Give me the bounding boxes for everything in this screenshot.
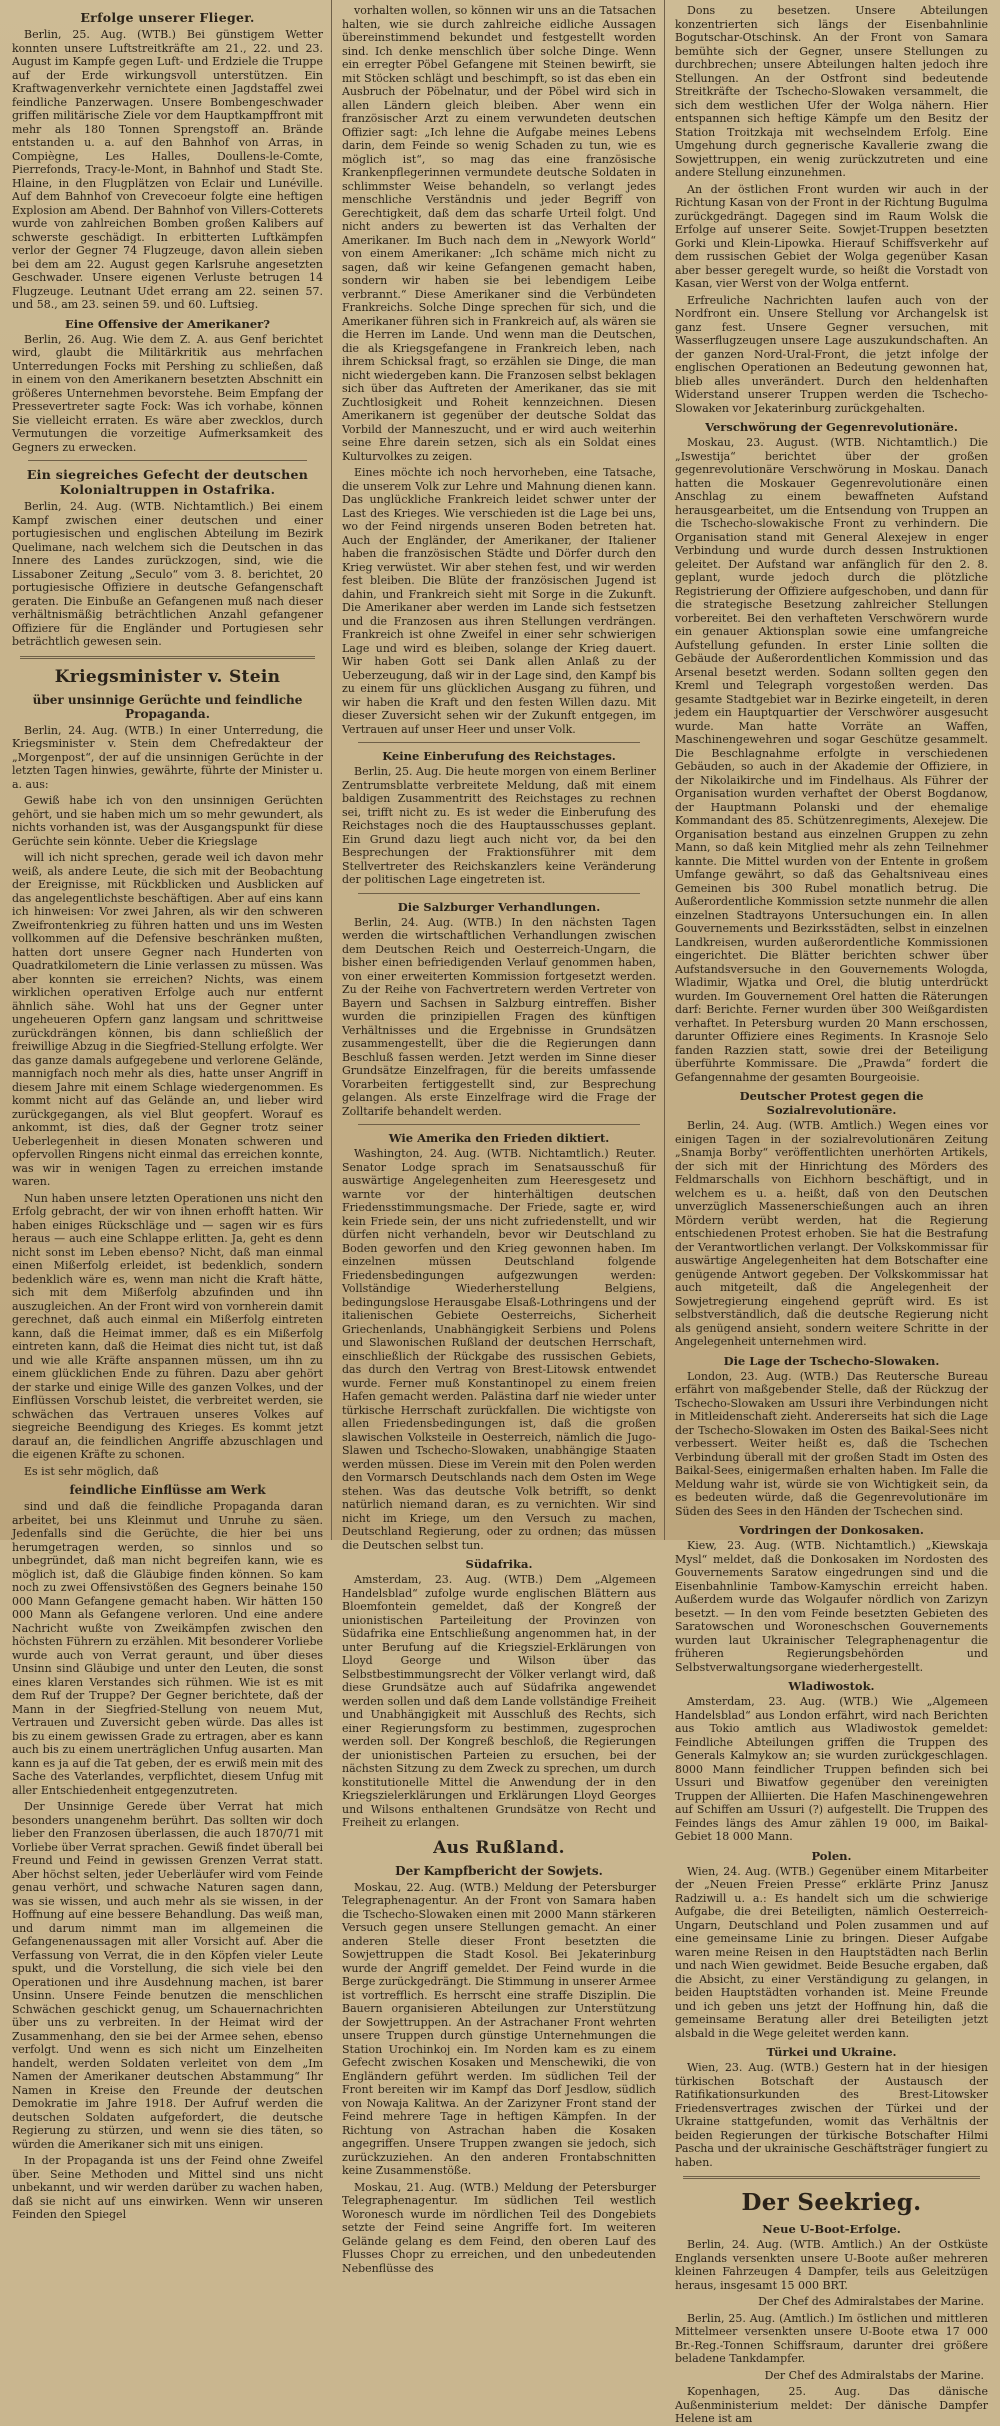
headline-tuerkei-ukraine: Türkei und Ukraine. — [766, 2045, 897, 2059]
article-paragraph: Berlin, 26. Aug. Wie dem Z. A. aus Genf berichtet wird, glaubt die Militärkritik aus mehrfachen Unterredungen Focks mit Pershing zu schließen, daß in einem von den Amerikanern besetzten Abschnitt ein größeres Unternehmen bevorstehe. Beim Empfang der Pressevertreter sagte Fock: Was ich vorhabe, können Sie vielleicht erraten. Es wäre aber zwecklos, durch Vermutungen die vorzeitige Aufmerksamkeit des Gegners zu erwecken. — [12, 332, 323, 454]
headline-amerika: Wie Amerika den Frieden diktiert. — [388, 1131, 610, 1145]
article-paragraph: London, 23. Aug. (WTB.) Das Reutersche Bureau erfährt von maßgebender Stelle, daß der Rückzug der Tschecho-Slowaken am Ussuri ihre Verbindungen nicht in Mitleidenschaft zieht. Andererseits hat sich die Lage der Tschecho-Slowaken im Osten des Baikal-Sees nicht verbessert. Weiter heißt es, daß die Tschechen Verbindung überall mit der großen Stadt im Osten des Baikal-Sees, einigermaßen erhalten haben. Im Falle die Meldung wahr ist, würde sie von Wichtigkeit sein, da es bedeuten würde, daß die Gegenrevolutionäre im Süden des Sees in den Händen der Tschechen sind. — [675, 1369, 988, 1518]
column-right — [669, 0, 994, 2425]
article-paragraph: Washington, 24. Aug. (WTB. Nichtamtlich.) Reuter. Senator Lodge sprach im Senatsausschuß für auswärtige Angelegenheiten zum Heeresgesetz und warnte vor der hinterhältigen deutschen Friedensstimmungsmache. Der Friede, sagte er, wird kein Friede sein, der uns nicht zufriedenstellt, und wir dürfen nicht verhandeln, bevor wir Deutschland zu Boden geworfen und den Krieg gewonnen haben. Im einzelnen müssen Deutschland folgende Friedensbedingungen aufgezwungen werden: Vollständige Wiederherstellung Belgiens, bedingungslose Herausgabe Elsaß-Lothringens und der italienischen Gebiete Oesterreichs, Sicherheit Griechenlands, Unabhängigkeit Serbiens und Polens und Slawonischen Rußland der deutschen Herrschaft, einschließlich der Rückgabe des russischen Gebiets, das durch den Vertrag von Brest-Litowsk entwendet wurde. Ferner muß Konstantinopel zu einem freien Hafen gemacht werden. Palästina darf nie wieder unter türkische Herrschaft zurückfallen. Die wichtigste von allen Friedensbedingungen ist, daß die großen slawischen Volksteile in Oesterreich, nämlich die Jugo-Slawen und Tschecho-Slowaken, unabhängige Staaten werden müssen. Diese im Verein mit den Polen werden den Vormarsch Deutschlands nach dem Osten im Wege stehen. Was das deutsche Volk betrifft, so denkt natürlich niemand daran, es zu vernichten. Wir sind nicht im Kriege, um den Versuch zu machen, Deutschland Regierung, oder zu ordnen; das müssen die Deutschen selbst tun. — [342, 1147, 656, 1552]
article-paragraph: Moskau, 21. Aug. (WTB.) Meldung der Petersburger Telegraphenagentur. Im südlichen Teil westlich Woronesch wurde im nördlichen Teil des Dongebiets setzte der Feind seine Angriffe fort. Im weiteren Gelände gelang es dem Feind, den oberen Lauf des Flusses Chopr zu erreichen, und den unbedeutenden Nebenflüsse des — [342, 2180, 656, 2275]
article-paragraph: Berlin, 25. Aug. (Amtlich.) Im östlichen und mittleren Mittelmeer versenkten unsere U-Boote etwa 17 000 Br.-Reg.-Tonnen Schiffsraum, darunter drei größere beladene Tankdampfer. — [675, 2311, 988, 2365]
headline-kriegsminister: Kriegsminister v. Stein — [54, 666, 281, 687]
column-left — [6, 0, 329, 2221]
headline-kolonialtruppen: Ein siegreiches Gefecht der deutschen Kolonialtruppen in Ostafrika. — [26, 467, 309, 497]
article-paragraph: Erfreuliche Nachrichten laufen auch von der Nordfront ein. Unsere Stellung vor Archangelsk ist ganz fest. Unsere Gegner versuchen, mit Wasserflugzeugen unsere Lage auszukundschaften. An der ganzen Nord-Ural-Front, die jetzt infolge der englischen Operationen an Bedeutung gewonnen hat, blieb alles unverändert. Durch den heldenhaften Widerstand unserer Truppen werden die Tschecho-Slowaken vor Jekaterinburg zurückgehalten. — [675, 293, 988, 415]
column-middle — [336, 0, 662, 2275]
subheadline-propaganda: über unsinnige Gerüchte und feindliche Propaganda. — [32, 692, 303, 721]
article-paragraph: Berlin, 25. Aug. (WTB.) Bei günstigem Wetter konnten unsere Luftstreitkräfte am 21., 22. und 23. August im Kampfe gegen Luft- und Erdziele die Truppe auf der Erde wirkungsvoll unterstützen. Ein Kraftwagenverkehr vernichtete einen Jagdstaffel zwei feindliche Panzerwagen. Unsere Bombengeschwader griffen militärische Ziele vor dem Hauptkampffront mit mehr als 180 Tonnen Sprengstoff an. Brände entstanden u. a. auf den Bahnhof von Arras, in Compiègne, Les Halles, Doullens-le-Comte, Pierrefonds, Tracy-le-Mont, in Bahnhof und Stadt Ste. Hlaine, in den Flugplätzen von Eclair und Lunéville. Auf dem Bahnhof von Crevecoeur folgte eine heftigen Explosion am Abend. Der Bahnhof von Villers-Cotterets wurde von zahlreichen Bomben großen Kalibers auf schwerste geschädigt. In erbitterten Luftkämpfen verlor der Gegner 74 Flugzeuge, davon allein sieben bei dem am 22. August gegen Karlsruhe angesetzten Geschwader. Unsere eigenen Verluste betrugen 14 Flugzeuge. Leutnant Udet errang am 22. seinen 57. und 58., am 23. seinen 59. und 60. Luftsieg. — [12, 28, 323, 311]
article-paragraph: Dons zu besetzen. Unsere Abteilungen konzentrierten sich längs der Eisenbahnlinie Bogutschar-Otschinsk. An der Front von Samara bemühte sich der Gegner, unsere Stellungen zu durchbrechen; unsere Abteilungen halten jedoch ihre Stellungen. An der Ostfront sind bedeutende Streitkräfte der Tschecho-Slowaken versammelt, die sich dem westlichen Ufer der Wolga nähern. Hier entspannen sich heftige Kämpfe um den Besitz der Station Troitzkaja mit wechselndem Erfolg. Eine Umgehung durch gegnerische Kavallerie zwang die Sowjettruppen, ein wenig zurückzutreten und eine andere Stellung einzunehmen. — [675, 4, 988, 179]
signature-line: Der Chef des Admiralstabs der Marine. — [764, 2368, 984, 2382]
headline-tschecho-slowaken: Die Lage der Tschecho-Slowaken. — [723, 1353, 940, 1368]
article-paragraph: Berlin, 24. Aug. (WTB.) In einer Unterredung, die Kriegsminister v. Stein dem Chefredakteur der „Morgenpost“, der auf die unsinnigen Gerüchte in der letzten Tagen hinwies, gewährte, führte der Minister u. a. aus: — [12, 723, 323, 791]
headline-salzburg: Die Salzburger Verhandlungen. — [397, 899, 601, 914]
headline-flieger: Erfolge unserer Flieger. — [80, 10, 255, 25]
article-paragraph: Der Unsinnige Gerede über Verrat hat mich besonders unangenehm berührt. Das sollten wir doch lieber den Franzosen überlassen, die auch 1870/71 mit Vorliebe über Verrat sprachen. Gewiß findet überall bei Freund und Feind in gewissen Grenzen Verrat statt. Aber höchst selten, jeder Ueberläufer wird vom Feinde genau verhört, und schwache Naturen sagen dann, was sie wissen, und auch mehr als sie wissen, in der Hoffnung auf eine bessere Behandlung. Das weiß man, und darum nimmt man im allgemeinen die Gefangenenaussagen mit aller Vorsicht auf. Aber die Verfassung von Verrat, die in den Köpfen vieler Leute spukt, und die Vorstellung, die sich viele bei den Operationen und ihre Ausdehnung machen, ist barer Unsinn. Unsere Feinde benutzen die menschlichen Schwächen geschickt genug, um Schauernachrichten über uns zu verbreiten. In der Heimat wird der Zusammenhang, den sie bei der Armee sehen, ebenso verfolgt. Und wenn es sich nicht um Einzelheiten handelt, werden Soldaten verleitet von dem „Im Namen der Amerikaner deutschen Abstammung“ Ihr Namen in Kreise den Freunde der deutschen Demokratie im Jahre 1918. Der Aufruf werden die deutschen Soldaten aufgefordert, die deutsche Regierung zu stürzen, und wenn sie dies täten, so würden die Amerikaner sich mit uns einigen. — [12, 1800, 323, 2151]
article-paragraph: Amsterdam, 23. Aug. (WTB.) Wie „Algemeen Handelsblad“ aus London erfährt, wird nach Berichten aus Tokio amtlich aus Wladiwostok gemeldet: Feindliche Abteilungen griffen die Truppen des Generals Kalmykow an; sie wurden zurückgeschlagen. 8000 Mann feindlicher Truppen befinden sich bei Ussuri und Biwatfow gegenüber den vereinigten Truppen der Alliierten. Die Hafen Maschinengewehren auf Schiffen am Ussuri (?) aufgestellt. Die Truppen des Feindes längs des Amur zählen 19 000, im Baikal-Gebiet 18 000 Mann. — [675, 1695, 988, 1843]
article-paragraph: Kopenhagen, 25. Aug. Das dänische Außenministerium meldet: Der dänische Dampfer Helene ist am — [675, 2385, 988, 2425]
article-separator — [358, 1124, 640, 1125]
article-paragraph: Berlin, 25. Aug. Die heute morgen von einem Berliner Zentrumsblatte verbreitete Meldung, daß mit einem baldigen Zusammentritt des Reichstages zu rechnen sei, trifft nicht zu. Es ist weder die Einberufung des Reichstages noch die des Hauptausschusses geplant. Ein Grund dazu liegt auch nicht vor, da bei den Besprechungen der Fraktionsführer mit dem Stellvertreter des Reichskanzlers keine Veränderung der politischen Lage eingetreten ist. — [342, 765, 656, 886]
article-paragraph: Berlin, 24. Aug. (WTB.) In den nächsten Tagen werden die wirtschaftlichen Verhandlungen zwischen dem Deutschen Reich und Oesterreich-Ungarn, die bisher einen befriedigenden Verlauf genommen haben, von einer erweiterten Kommission fortgesetzt werden. Zu der Reihe von Fachvertretern werden Vertreter von Bayern und Sachsen in Salzburg eintreffen. Bisher wurden die prinzipiellen Fragen des künftigen Verhältnisses und die Ergebnisse in Grundsätzen zusammengestellt, über die die Regierungen dann Beschluß fassen werden. Jetzt werden im Sinne dieser Grundsätze Einzelfragen, für die bereits umfassende Vorarbeiten fertiggestellt sind, zur Besprechung gelangen. Als erste Einzelfrage wird die Frage der Zolltarife behandelt werden. — [342, 915, 656, 1118]
headline-verschwoerung: Verschwörung der Gegenrevolutionäre. — [705, 420, 958, 434]
article-paragraph: vorhalten wollen, so können wir uns an die Tatsachen halten, wie sie durch zahlreiche eidliche Aussagen übereinstimmend bekundet und festgestellt worden sind. Ich denke menschlich über solche Dinge. Wenn ein erregter Pöbel Gefangene mit Steinen bewirft, sie mit Stöcken schlägt und beschimpft, so ist das eben ein Ausbruch der Pöbelnatur, und der Pöbel wird sich in allen Ländern gleich bleiben. Aber wenn ein französischer Arzt zu einem verwundeten deutschen Offizier sagt: „Ich lehne die Aufgabe meines Lebens darin, dem Feinde so wenig Schaden zu tun, wie es möglich ist“, so mag das eine französische Krankenpflegerinnen vermundete deutsche Soldaten in schlimmster Weise behandeln, so verlangt jedes menschliche Verständnis und jeder Begriff von Gerechtigkeit, daß dem das scharfe Urteil folgt. Und nicht anders zu bewerten ist das Verhalten der Amerikaner. Im Buch nach dem in „Newyork World“ von einem Amerikaner: „Ich schäme mich nicht zu sagen, daß wir keine Gefangenen gemacht haben, sondern wir haben sie bei lebendigem Leibe verbrannt.“ Diese Amerikaner sind die Verbündeten Frankreichs. Solche Dinge sprechen für sich, und die Amerikaner führen sich in Frankreich auf, als wären sie die Herren im Lande. Und wenn man die Deutschen, die als Kriegsgefangene in Frankreich leben, nach ihrem Schicksal fragt, so erzählen sie Dinge, die man nicht wiedergeben kann. Die Franzosen selbst beklagen sich über das Auftreten der Amerikaner, das sie mit Zuchtlosigkeit und Roheit kennzeichnen. Diesen Amerikanern ist gegenüber der deutsche Soldat das Vorbild der Manneszucht, und er wird auch weiterhin seine Ehre darein setzen, sich als ein Soldat eines Kulturvolkes zu zeigen. — [342, 4, 656, 463]
article-separator — [20, 656, 315, 659]
headline-donkosaken: Vordringen der Donkosaken. — [739, 1523, 924, 1537]
article-paragraph: will ich nicht sprechen, gerade weil ich davon mehr weiß, als andere Leute, die sich mit der Beobachtung der Ereignisse, mit Rückblicken und Ausblicken auf das angelegentlichste beschäftigen. Aber auf eins kann ich hinweisen: Vor zwei Jahren, als wir den schweren Zweifrontenkrieg zu führen hatten und uns im Westen vollkommen auf die Defensive beschränken mußten, hatten dort unsere Gegner nach Hunderten von Quadratkilometern die Linie verlassen zu müssen. Was aber konnten sie erreichen? Nichts, was einem wirklichen operativen Erfolge auch nur entfernt ähnlich sähe. Wohl hat uns der Gegner unter ungeheueren Opfern ganz langsam und schrittweise zurückdrängen können, bis dann schließlich der freiwillige Abzug in die Siegfried-Stellung erfolgte. Wer das ganze damals aufgegebene und verlorene Gelände, mannigfach noch mehr als dies, hatte unser Angriff in diesem Jahre mit einem Schlage wiedergenommen. Es kommt nicht auf das Gelände an, und lieber wird zurückgegangen, als viel Blut geopfert. Worauf es ankommt, ist dies, daß der Gegner trotz seiner Ueberlegenheit in diesen Monaten schweren und opfervollen Ringens nicht einmal das erreichen konnte, was wir in wenigen Tagen zu erreichen imstande waren. — [12, 851, 324, 1188]
article-paragraph: Wien, 24. Aug. (WTB.) Gegenüber einem Mitarbeiter der „Neuen Freien Presse“ erklärte Prinz Janusz Radziwill u. a.: Es handelt sich um die schwierige Aufgabe, die drei Beteiligten, nämlich Oesterreich-Ungarn, Deutschland und Polen zusammen und auf eine gemeinsame Linie zu bringen. Dieser Aufgabe waren meine Reisen in den Hauptstädten nach Berlin und nach Wien gewidmet. Beide Besuche ergaben, daß die Absicht, zu einer Verständigung zu gelangen, in beiden Hauptstädten vorhanden ist. Meine Freunde und ich geben uns jetzt der Hoffnung hin, daß die gemeinsame Beratung aller drei Beteiligten jetzt alsbald in die Wege geleitet werden kann. — [675, 1864, 988, 2040]
column-divider — [331, 0, 332, 1540]
article-paragraph: Moskau, 23. August. (WTB. Nichtamtlich.) Die „Iswestija“ berichtet über der großen gegenrevolutionäre Verschwörung in Moskau. Danach hatten die Moskauer Gegenrevolutionäre einen Anschlag zu einem bewaffneten Aufstand herausgearbeitet, um die Entsendung von Truppen an die Tschecho-slowakische Front zu verhindern. Die Organisation stand mit General Alexejew in enger Verbindung und wurde durch dessen Instruktionen geleitet. Der Aufstand war anfänglich für den 2. 8. geplant, wurde jedoch durch die plötzliche Registrierung der Offiziere aufgeschoben, und dann für die strategische Besetzung zahlreicher Stellungen vorbereitet. Bei den verhafteten Verschwörern wurde ein genauer Aktionsplan sowie eine umfangreiche Aufstellung gefunden. In erster Linie sollten die Gebäude der Außerordentlichen Kommission und das Arsenal besetzt werden. Sodann sollten gegen den Kreml und Telegraph vorgestoßen werden. Das gesamte Stadtgebiet war in Bezirke eingeteilt, in deren jedem ein Hauptquartier der Verschwörer ausgesucht wurde. Man hatte Vorräte an Waffen, Maschinengewehren und sogar Geschütze gesammelt. Die Beschlagnahme erfolgte in verschiedenen Gebäuden, so auch in der Akademie der Offiziere, in der Nikolaikirche und im Findelhaus. Als Führer der Organisation wurden verhaftet der Oberst Bogdanow, der Hauptmann Polanski und der ehemalige Kommandant des 85. Schützenregiments, Alexejew. Die Organisation bestand aus einzelnen Gruppen zu zehn Mann, so daß kein Mitglied mehr als zehn Teilnehmer kannte. Die Mittel wurden von der Entente in großem Umfange gewährt, so daß das Gehaltsniveau eines Gemeinen bis 300 Rubel monatlich betrug. Die Außerordentliche Kommission setzte nunmehr die allen einzelnen Stadtrayons Untersuchungen ein. In allen Gouvernements und Bezirksstädten, selbst in einzelnen Landkreisen, wurden außerordentliche Kommissionen eingerichtet. Die Blätter berichten schwer über Aufstandsversuche in den Gouvernements Wologda, Wladimir, Wjatka und Orel, die blutig unterdrückt wurden. Im Gouvernement Orel hatten die Räterungen darf: Berichte. Ferner wurden über 300 Weißgardisten verhaftet. In Petersburg wurden 20 Mann erschossen, darunter Offiziere eines Regiments. In Krasnoje Selo fanden Razzien statt, sowie drei der Beteiligung überführte Kommissare. Die „Prawda“ fordert die Gefangennahme der gesamten Bourgeoisie. — [675, 436, 988, 1084]
article-paragraph: Es ist sehr möglich, daß — [24, 1464, 159, 1478]
article-paragraph: Amsterdam, 23. Aug. (WTB.) Dem „Algemeen Handelsblad“ zufolge wurde englischen Blättern aus Bloemfontein gemeldet, daß der Kongreß der unionistischen Parteileitung der Provinzen von Südafrika eine Entschließung angenommen hat, in der unter Berufung auf die Kriegsziel-Erklärungen von Lloyd George und Wilson über das Selbstbestimmungsrecht der Völker verlangt wird, daß diese Grundsätze auch auf Südafrika angewendet werden sollen und daß dem Lande vollständige Freiheit und Unabhängigkeit mit Ausschluß des Rechts, sich einer Regierungsform zu bestimmen, zugesprochen werden soll. Der Kongreß beschloß, die Regierungen der unionistischen Parteien zu ersuchen, bei der nächsten Sitzung zu dem Zweck zu sprechen, um durch konstitutionelle Mittel die Anwendung der in den Kriegszielerklärungen und Erklärungen Lloyd Georges und Wilsons enthaltenen Grundsätze von Recht und Freiheit zu erlangen. — [342, 1573, 656, 1829]
article-separator — [683, 2176, 980, 2179]
headline-offensive: Eine Offensive der Amerikaner? — [65, 316, 270, 331]
article-separator — [358, 742, 640, 743]
article-paragraph: An der östlichen Front wurden wir auch in der Richtung Kasan von der Front in der Richtung Bugulma zurückgedrängt. Dagegen sind im Raum Wolsk die Erfolge auf unserer Seite. Sowjet-Truppen besetzten Gorki und Klein-Lipowka. Hierauf Schiffsverkehr auf dem russischen Gebiet der Wolga gegenüber Kasan aber besser geregelt wurde, so heißt die Vorstadt von Kasan, vier Werst von der Wolga entfernt. — [675, 182, 988, 290]
headline-reichstag: Keine Einberufung des Reichstages. — [382, 749, 616, 763]
article-separator — [28, 460, 307, 461]
article-paragraph: Berlin, 24. Aug. (WTB. Amtlich.) Wegen eines vor einigen Tagen in der sozialrevolutionären Zeitung „Snamja Borby“ veröffentlichten unerhörten Artikels, der sich mit der Hinrichtung des Mörders des Feldmarschalls von Eichhorn beschäftigt, und in welchem es u. a. heißt, daß von den Deutschen unverzüglich Massenerschießungen auch an ihren Mördern verübt werden, hat die Regierung entschiedenen Protest erhoben. Sie hat die Bestrafung der Verantwortlichen verlangt. Der Volkskommissar für auswärtige Angelegenheiten hat dem Botschafter eine genügende Antwort gegeben. Der Volkskommissar hat auch mitgeteilt, daß die Angelegenheit der Sowjetregierung eingehend geprüft wird. Es ist selbstverständlich, daß die deutsche Regierung nicht als genügend ansieht, sondern weitere Schritte in der Angelegenheit unternehmen wird. — [675, 1119, 988, 1348]
article-paragraph: Eines möchte ich noch hervorheben, eine Tatsache, die unserem Volk zur Lehre und Mahnung dienen kann. Das unglückliche Frankreich leidet schwer unter der Last des Krieges. Wie verschieden ist die Lage bei uns, wo der Feind nirgends unseren Boden betreten hat. Auch der Engländer, der Amerikaner, der Italiener haben die französischen Städte und Dörfer durch den Krieg verwüstet. Wir aber stehen fest, und wir werden fest bleiben. Die Blüte der französischen Jugend ist dahin, und Frankreich sieht mit Sorge in die Zukunft. Die Amerikaner aber werden im Lande sich festsetzen und die Franzosen aus ihren Stellungen verdrängen. Frankreich ist ohne Zweifel in einer sehr schwierigen Lage und wird es bleiben, solange der Krieg dauert. Wir haben Gott sei Dank allen Anlaß zu der Ueberzeugung, daß wir in der Lage sind, den Kampf bis zu einem für uns glücklichen Ausgang zu führen, und wir haben die Kraft und den festen Willen dazu. Mit dieser Zuversicht sehen wir der Zukunft entgegen, im Vertrauen auf unser Heer und unser Volk. — [342, 466, 656, 736]
subheadline-kampfbericht: Der Kampfbericht der Sowjets. — [395, 1863, 603, 1878]
article-paragraph: Kiew, 23. Aug. (WTB. Nichtamtlich.) „Kiewskaja Mysl“ meldet, daß die Donkosaken im Nordosten des Gouvernements Saratow eingedrungen sind und die Eisenbahnlinie Tambow-Kamyschin erreicht haben. Außerdem wurde das Wolgaufer nördlich von Zarizyn besetzt. — In den vom Feinde besetzten Gebieten des Saratowschen und Woroneschschen Gouvernements wurden laut Ukrainischer Telegraphenagentur die früheren Regierungsbehörden und Selbstverwaltungsorgane wiederhergestellt. — [675, 1539, 988, 1674]
headline-uboot: Neue U-Boot-Erfolge. — [762, 2222, 901, 2236]
subheadline-einfluesse: feindliche Einflüsse am Werk — [69, 1483, 266, 1497]
article-paragraph: Moskau, 22. Aug. (WTB.) Meldung der Petersburger Telegraphenagentur. An der Front von Samara haben die Tschecho-Slowaken einen mit 2000 Mann stärkeren Versuch gegen unsere Stellungen gemacht. An einer anderen Stelle dieser Front besetzten die Sowjettruppen die Stadt Kosol. Bei Jekaterinburg wurde der Angriff gemeldet. Der Feind wurde in die Berge zurückgedrängt. Die Stimmung in unserer Armee ist vortrefflich. Es herrscht eine straffe Disziplin. Die Bauern organisieren Abteilungen zur Unterstützung der Sowjettruppen. An der Astrachaner Front wehrten unsere Truppen durch günstige Unternehmungen die Station Urochinkoj ein. Im Norden kam es zu einem Gefecht zwischen Kosaken und Menschewiki, die von Engländern geführt werden. Im südlichen Teil der Front bereiten wir im Kampf das Dorf Jesdlow, südlich von Nowaja Kalitwa. An der Zarizyner Front stand der Feind mehrere Tage in heftigen Kämpfen. In der Richtung von Astrachan haben die Kosaken angegriffen. Unsere Truppen zwangen sie jedoch, sich zurückzuziehen. An den anderen Frontabschnitten keine Zusammenstöße. — [342, 1880, 656, 2177]
article-paragraph: Gewiß habe ich von den unsinnigen Gerüchten gehört, und sie haben mich um so mehr gewundert, als nichts vorhanden ist, was der Ausgangspunkt für diese Gerüchte sein könnte. Ueber die Kriegslage — [12, 794, 323, 848]
headline-protest: Deutscher Protest gegen die Sozialrevolutionäre. — [739, 1089, 924, 1117]
article-separator — [358, 893, 640, 894]
article-paragraph: sind und daß die feindliche Propaganda daran arbeitet, bei uns Kleinmut und Unruhe zu säen. Jedenfalls sind die Gerüchte, die hier bei uns herumgetragen werden, so sinnlos und so unbegründet, daß man nicht begreifen kann, wie es möglich ist, daß die Gläubige finden können. So kam noch zu zwei Offensivstößen des Gegners beinahe 150 000 Mann Gefangene gemacht haben. Wir hätten 150 000 Mann als Gefangene verloren. Und eine andere Nachricht wußte von Zweikämpfen zwischen den höchsten Führern zu erzählen. Mit besonderer Vorliebe wurde auch von Verrat geraunt, und über dieses Unsinn sind Gläubige und unter den Leuten, die sonst eines klaren Verstandes sich rühmen. Wie ist es mit dem Ruf der Truppe? Der Gegner berichtete, daß der Mann in der Siegfried-Stellung von neuem Mut, Vertrauen und Zuversicht geben würde. Das alles ist bis zu einem gewissen Grade zu ertragen, aber es kann auch bis zu einem unerträglichen Unfug ausarten. Man kann es ja auf die Tat geben, der es erwiß mein mit des Sache des Vaterlandes, verpflichtet, diesem Unfug mit aller Entschiedenheit entgegenzutreten. — [12, 1500, 323, 1797]
column-divider — [664, 0, 665, 1540]
signature-line: Der Chef des Admiralstabes der Marine. — [758, 2295, 984, 2308]
headline-polen: Polen. — [811, 1848, 852, 1863]
article-paragraph: Berlin, 24. Aug. (WTB. Amtlich.) An der Ostküste Englands versenkten unsere U-Boote außer mehreren kleinen Fahrzeugen 4 Dampfer, teils aus Geleitzügen heraus, insgesamt 15 000 BRT. — [675, 2238, 988, 2292]
article-paragraph: Wien, 23. Aug. (WTB.) Gestern hat in der hiesigen türkischen Botschaft der Austausch der Ratifikationsurkunden des Brest-Litowsker Friedensvertrages zwischen der Türkei und der Ukraine stattgefunden, womit das Verhältnis der beiden Regierungen der türkische Botschafter Hilmi Pascha und der ukrainische Geschäftsträger fungiert zu haben. — [675, 2061, 988, 2169]
headline-suedafrika: Südafrika. — [465, 1557, 533, 1571]
headline-seekrieg: Der Seekrieg. — [741, 2189, 922, 2216]
article-paragraph: Nun haben unsere letzten Operationen uns nicht den Erfolg gebracht, der wir von ihnen erhofft hatten. Wir haben einiges Rückschläge und — sagen wir es fürs heraus — auch eine Schlappe erlitten. Ja, geht es denn nicht sonst im Leben ebenso? Nicht, daß man einmal einen Mißerfolg erleidet, ist bedenklich, sondern bedenklich wäre es, wenn man nicht die Kraft hätte, sich mit dem Mißerfolg abzufinden und ihn auszugleichen. An der Front wird von vornherein damit gerechnet, daß auch einmal ein Mißerfolg eintreten kann, daß die Heimat immer, daß es ein Mißerfolg eintreten kann, daß die Heimat dies nicht tut, ist daß und wie alle Kräfte anspannen müssen, um ihn zu einem glücklichen Ende zu führen. Dazu aber gehört der starke und einige Wille des ganzen Volkes, und der Einflüssen Vorschub leistet, die verbreitet werden, sie schwächen das Vertrauen unseres Volkes auf siegreiche Beendigung des Krieges. Es kommt jetzt darauf an, die feindlichen Angriffe abzuschlagen und die eigenen Kräfte zu schonen. — [12, 1191, 323, 1461]
article-paragraph: Berlin, 24. Aug. (WTB. Nichtamtlich.) Bei einem Kampf zwischen einer deutschen und einer portugiesischen und englischen Abteilung im Bezirk Quelimane, nach welchem sich die Deutschen in das Innere des Landes zurückzogen, sind, wie die Lissaboner Zeitung „Seculo“ vom 3. 8. berichtet, 20 portugiesische Offiziere in deutsche Gefangenschaft geraten. Die Einbuße an Gefangenen muß nach dieser verhältnismäßig beträchtlichen Anzahl gefangener Offiziere für die Engländer und Portugiesen sehr beträchtlich gewesen sein. — [12, 500, 323, 648]
headline-russland: Aus Rußland. — [433, 1837, 565, 1858]
headline-wladiwostok: Wladiwostok. — [788, 1679, 875, 1693]
article-paragraph: In der Propaganda ist uns der Feind ohne Zweifel über. Seine Methoden und Mittel sind uns nicht unbekannt, und wir werden darüber zu wachen haben, daß sie nicht auf uns einwirken. Wenn wir unseren Feinden den Spiegel — [12, 2154, 323, 2221]
